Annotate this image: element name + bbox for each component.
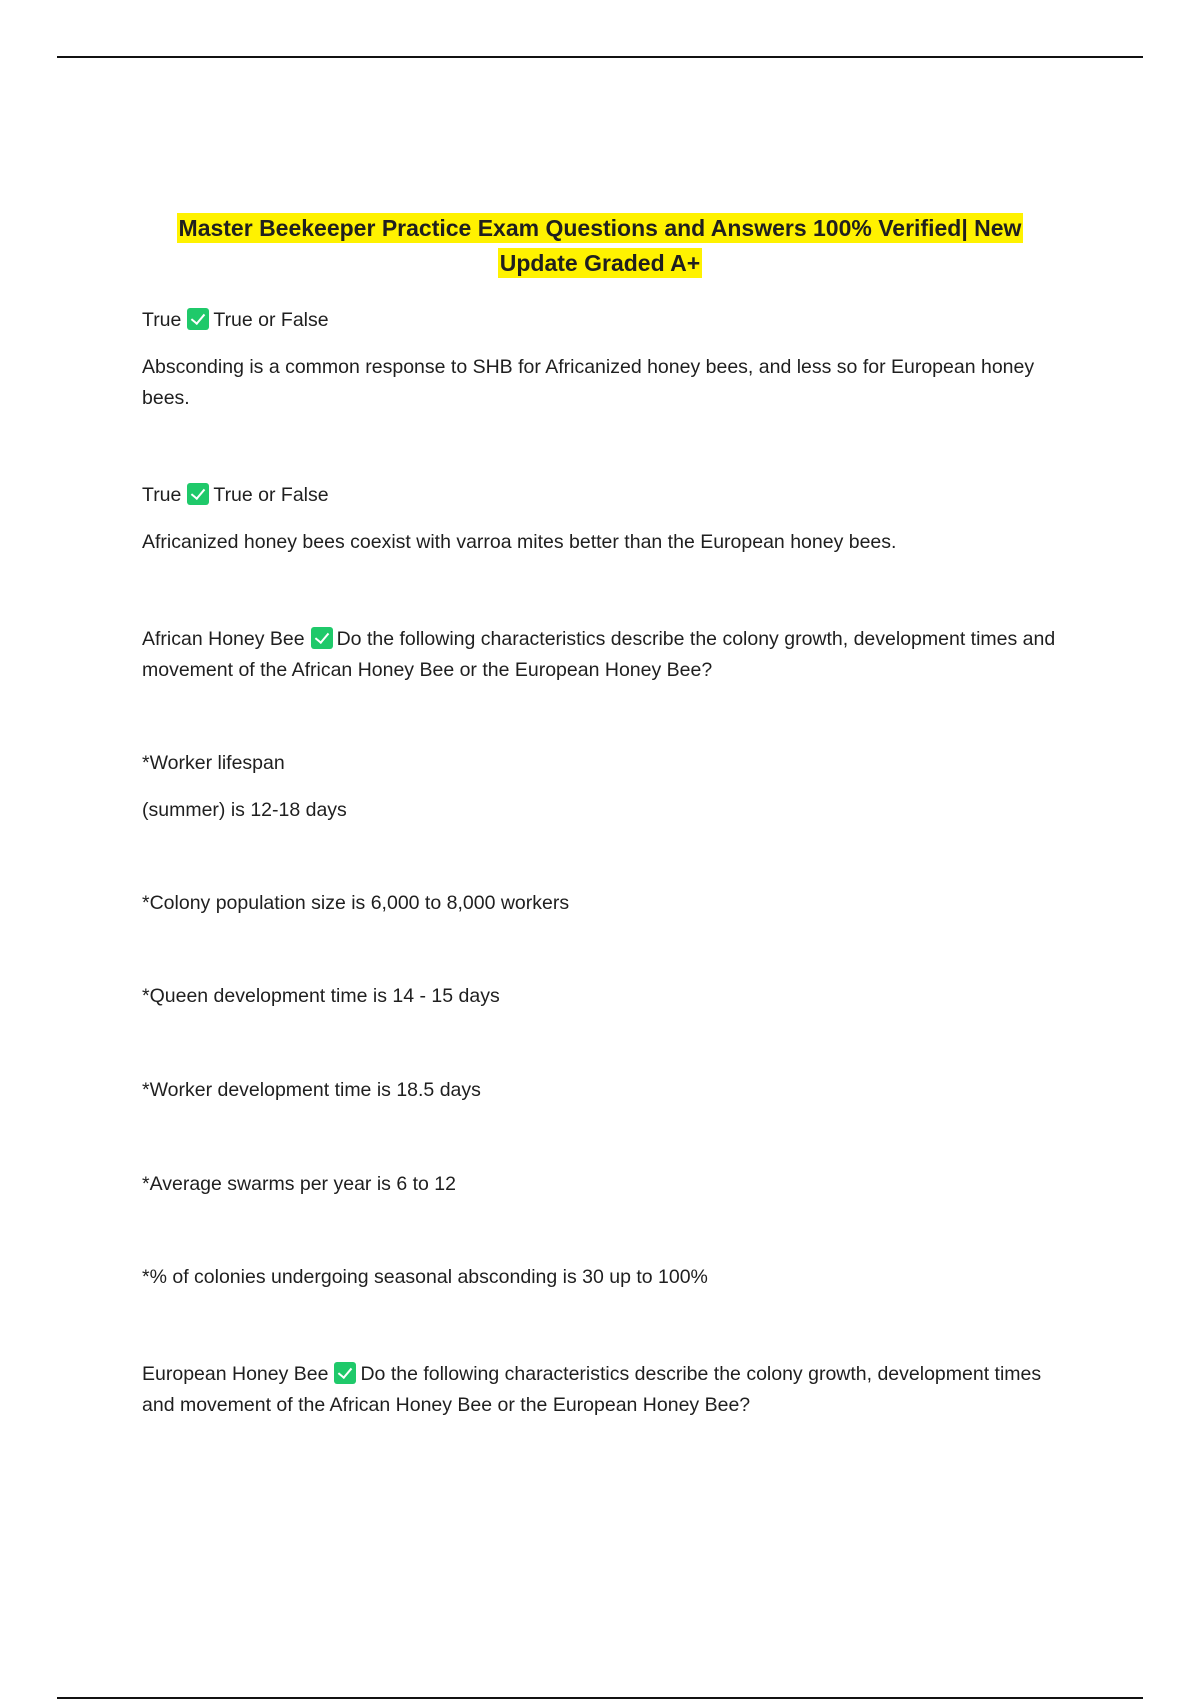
question-prompt: True or False — [213, 309, 329, 331]
question-prompt: Do the following characteristics describe the colony growth, development times and movement of the African Honey Bee or the European Honey Bee? — [142, 1363, 1042, 1416]
characteristic-item: *% of colonies undergoing seasonal absconding is 30 up to 100% — [142, 1266, 708, 1288]
characteristic-item: *Colony population size is 6,000 to 8,000 workers — [142, 892, 570, 914]
qa-answer-block — [142, 1359, 1062, 1421]
answer-text: True — [142, 309, 182, 331]
characteristic-item: *Queen development time is 14 - 15 days — [142, 985, 500, 1007]
answer-text: European Honey Bee — [142, 1363, 329, 1385]
question-text: Africanized honey bees coexist with varroa mites better than the European honey bees. — [142, 531, 897, 553]
characteristic-item: *Worker lifespan — [142, 752, 285, 774]
top-rule — [57, 56, 1143, 58]
qa-answer-line — [142, 305, 1062, 336]
qa-answer-block — [142, 624, 1062, 686]
question-text: Absconding is a common response to SHB for Africanized honey bees, and less so for European honey bees. — [142, 356, 1035, 409]
bottom-rule — [57, 1697, 1143, 1699]
characteristic-item: *Worker development time is 18.5 days — [142, 1079, 481, 1101]
check-icon — [187, 308, 209, 330]
check-icon — [187, 483, 209, 505]
characteristic-item: (summer) is 12-18 days — [142, 799, 347, 821]
qa-answer-line — [142, 480, 1062, 511]
question-prompt: Do the following characteristics describe the colony growth, development times and movement of the African Honey Bee or the European Honey Bee? — [142, 628, 1056, 681]
check-icon — [311, 627, 333, 649]
check-icon — [334, 1362, 356, 1384]
answer-text: African Honey Bee — [142, 628, 305, 650]
question-prompt: True or False — [213, 484, 329, 506]
document-title: Master Beekeeper Practice Exam Questions and Answers 100% Verified| New Update Graded A+ — [178, 215, 1022, 276]
answer-text: True — [142, 484, 182, 506]
characteristic-item: *Average swarms per year is 6 to 12 — [142, 1173, 456, 1195]
